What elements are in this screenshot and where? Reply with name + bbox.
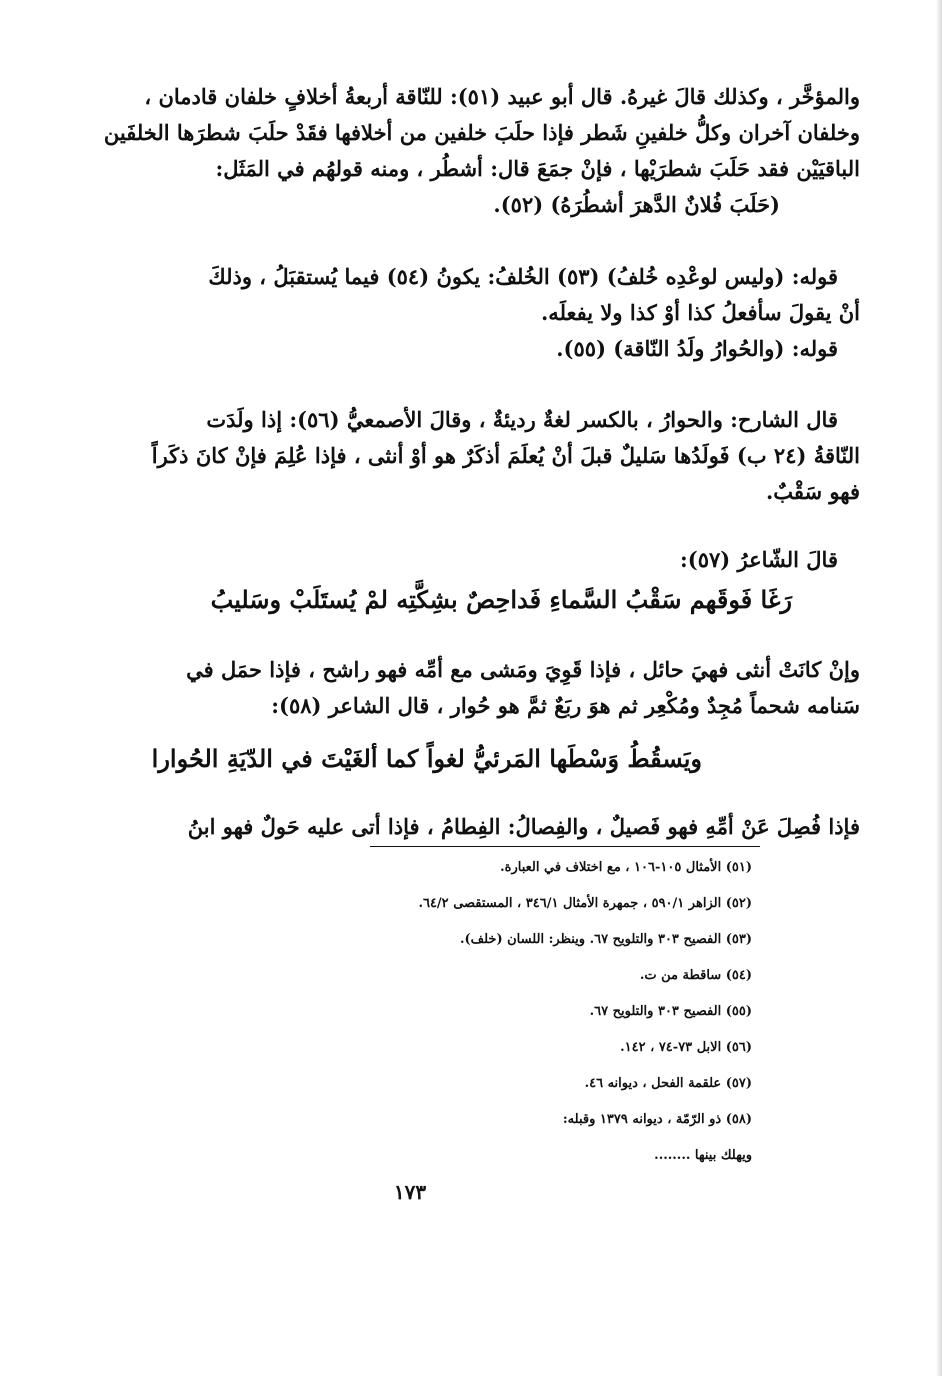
text-line: قال الشارح: والحوارُ ، بالكسر لغةٌ رديئةٌ ، وقالَ الأصمعيُّ (٥٦): إذا ولَدَت	[206, 407, 838, 432]
text-line: فهو سَقْبٌ.	[765, 479, 860, 504]
text-line: أنْ يقولَ سأفعلُ كذا أوْ كذا ولا يفعلَه.	[541, 300, 860, 325]
paragraph-3	[80, 405, 860, 515]
verse-line: رَغَا فَوقَهم سَقْبُ السَّماءِ فَداحِصٌ بشِكَّتِه لمْ يُستَلَبْ وسَليبُ	[210, 585, 792, 614]
footnote: (٥١) الأمثال ١٠٥-١٠٦ ، مع اختلاف في العبارة.	[500, 860, 752, 875]
text-line: النّاقةُ (٢٤ ب) فَولَدُها سَليلٌ قبلَ أنْ يُعلَمَ أذكَرٌ هو أوْ أنثى ، فإذا عُلِمَ فإنْ كانَ ذكَراً	[151, 443, 860, 468]
footnote: (٥٣) الفصيح ٣٠٣ والتلويح ٦٧. وينظر: اللسان (خلف).	[459, 932, 752, 947]
text-line: قوله: (وليس لوعْدِه خُلفُ) (٥٣) الخُلفُ: يكونُ (٥٤) فيما يُستقبَلُ ، وذلكَ	[208, 264, 838, 289]
text-line: فإذا فُصِلَ عَنْ أمِّهِ فهو فَصيلٌ ، والفِصالُ: الفِطامُ ، فإذا أتى عليه حَولٌ فهو ابنُ	[187, 814, 860, 839]
paragraph-6	[80, 812, 860, 846]
text-line: وإنْ كانَتْ أنثى فهيَ حائل ، فإذا قَوِيَ ومَشى مع أمِّه فهو راشح ، فإذا حمَل في	[186, 657, 860, 682]
page-edge-shadow	[936, 0, 942, 1376]
text-line: سَنامه شحماً مُجِدٌ ومُكْعِر ثم هوَ ربَعٌ ثمَّ هو حُوار ، قال الشاعر (٥٨):	[271, 693, 860, 718]
paragraph-2	[80, 262, 860, 372]
footnote: (٥٦) الابل ٧٣-٧٤ ، ١٤٢.	[620, 1040, 752, 1055]
footnote: (٥٧) علقمة الفحل ، ديوانه ٤٦.	[584, 1076, 752, 1091]
verse-line: ويَسقُطُ وَسْطَها المَرئيُّ لغواً كما ألغَيْتَ في الدّيَةِ الحُوارا	[151, 744, 702, 773]
text-line: والمؤخَّر ، وكذلك قالَ غيرهُ. قال أبو عبيد (٥١): للنّاقة أربعةُ أخلافٍ خلفان قادمان ،	[144, 84, 860, 109]
text-line: قالَ الشّاعرُ (٥٧):	[679, 547, 838, 572]
text-line: قوله: (والحُوارُ ولَدُ النّاقة) (٥٥).	[556, 336, 838, 361]
footnotes	[240, 858, 752, 1178]
footnote: (٥٨) ذو الرّمّة ، ديوانه ١٣٧٩ وقبله:	[562, 1112, 752, 1127]
footnote: (٥٤) ساقطة من ت.	[639, 968, 752, 983]
text-line: الباقيَيْن فقد حَلَبَ شطرَيْها ، فإنْ جمَعَ قال: أشطُر ، ومنه قولهُم في المَثَل:	[215, 156, 860, 181]
text-line: (حَلَبَ فُلانٌ الدَّهرَ أشطُرَهُ) (٥٢).	[493, 192, 780, 217]
paragraph-1	[80, 82, 860, 232]
text-line: وخلفان آخران وكلُّ خلفينِ شَطر فإذا حلَبَ خلفين من أخلافها فقَدْ حلَبَ شطرَها الخلفَين	[103, 120, 860, 145]
paragraph-5	[80, 655, 860, 735]
verse-1	[150, 583, 792, 619]
footnote: ويهلك بينها ........	[654, 1148, 752, 1163]
page-number: ١٧٣	[393, 1180, 427, 1204]
footnote: (٥٢) الزاهر ٥٩٠/١ ، جمهرة الأمثال ٣٤٦/١ ، المستقصى ٦٤/٢.	[418, 896, 752, 911]
footnote: (٥٥) الفصيح ٣٠٣ والتلويح ٦٧.	[589, 1004, 752, 1019]
footnote-divider	[370, 846, 760, 847]
verse-2	[151, 742, 702, 782]
